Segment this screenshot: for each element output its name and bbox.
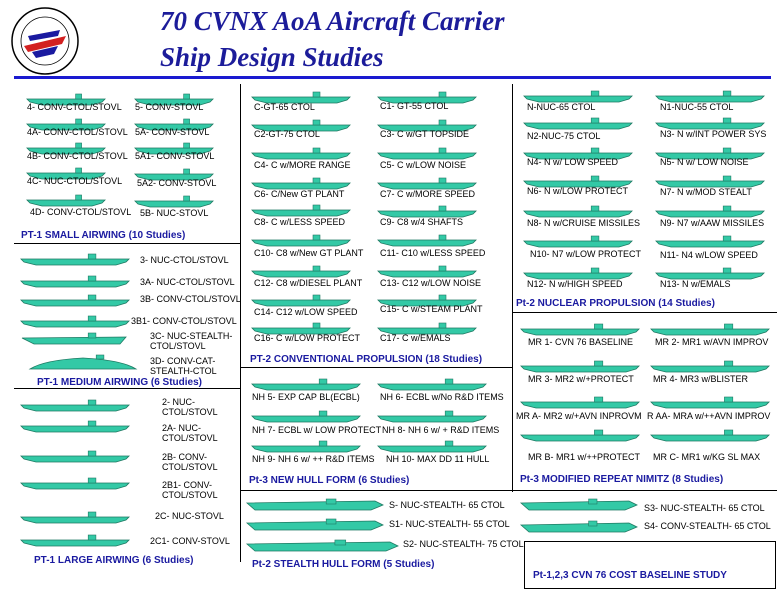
ship-profile-icon bbox=[20, 273, 130, 294]
ship-study-label: N5- N w/ LOW NOISE bbox=[660, 157, 749, 167]
ship-study-label: C4- C w/MORE RANGE bbox=[254, 160, 351, 170]
divider-small-medium bbox=[14, 243, 240, 244]
ship-study-label: N10- N7 w/LOW PROTECT bbox=[530, 249, 642, 259]
page-title-line1: 70 CVNX AoA Aircraft Carrier bbox=[160, 6, 505, 36]
ship-study-label: C11- C10 w/LESS SPEED bbox=[380, 248, 486, 258]
ship-study-label: S1- NUC-STEALTH- 55 CTOL bbox=[389, 519, 510, 529]
ship-study-label: N12- N w/HIGH SPEED bbox=[527, 279, 623, 289]
ship-profile-icon bbox=[20, 330, 130, 351]
ship-study-label: C3- C w/GT TOPSIDE bbox=[380, 129, 470, 139]
section-pt1-small: PT-1 SMALL AIRWING (10 Studies) bbox=[21, 230, 186, 241]
ship-study-label: C15- C w/STEAM PLANT bbox=[380, 304, 483, 314]
section-pt1-large: PT-1 LARGE AIRWING (6 Studies) bbox=[34, 555, 194, 566]
ship-study-label: 3- NUC-CTOL/STOVL bbox=[140, 255, 229, 265]
ship-profile-icon bbox=[245, 516, 385, 537]
ship-study-label: MR A- MR2 w/+AVN INPROVM bbox=[516, 411, 642, 421]
divider-right-column bbox=[512, 84, 513, 492]
ship-study-label: NH 8- NH 6 w/ + R&D ITEMS bbox=[382, 425, 500, 435]
ship-profile-icon bbox=[520, 427, 640, 448]
ship-profile-icon bbox=[245, 537, 400, 558]
ship-study-label: N1-NUC-55 CTOL bbox=[660, 102, 734, 112]
ship-study-label: 5- CONV-STOVL bbox=[135, 102, 204, 112]
section-pt2-stealth: Pt-2 STEALTH HULL FORM (5 Studies) bbox=[252, 559, 435, 570]
section-pt3-mrn: Pt-3 MODIFIED REPEAT NIMITZ (8 Studies) bbox=[520, 474, 724, 485]
divider-newhull-stealth bbox=[240, 490, 777, 491]
ship-study-label: N4- N w/ LOW SPEED bbox=[527, 157, 619, 167]
ship-study-label: S2- NUC-STEALTH- 75 CTOL bbox=[403, 539, 524, 549]
ship-study-label: C2-GT-75 CTOL bbox=[254, 129, 320, 139]
ship-study-label: 3B1- CONV-CTOL/STOVL bbox=[131, 316, 237, 326]
ship-profile-icon bbox=[20, 292, 130, 313]
ship-study-label: C-GT-65 CTOL bbox=[254, 102, 315, 112]
ship-profile-icon bbox=[245, 496, 385, 517]
ship-study-label: S- NUC-STEALTH- 65 CTOL bbox=[389, 500, 505, 510]
divider-conv-newhull bbox=[240, 367, 512, 368]
page-title-line2: Ship Design Studies bbox=[160, 42, 384, 72]
ship-study-label: MR 3- MR2 w/+PROTECT bbox=[528, 374, 634, 384]
title-rule bbox=[14, 76, 771, 79]
ship-study-label: 2B1- CONV- CTOL/STOVL bbox=[162, 480, 218, 500]
ship-study-label: N-NUC-65 CTOL bbox=[527, 102, 596, 112]
ship-study-label: C14- C12 w/LOW SPEED bbox=[254, 307, 358, 317]
ship-study-label: NH 9- NH 6 w/ ++ R&D ITEMS bbox=[252, 454, 375, 464]
ship-study-label: N7- N w/MOD STEALT bbox=[660, 187, 752, 197]
ship-profile-icon bbox=[20, 418, 130, 439]
peo-carriers-logo bbox=[10, 6, 80, 76]
ship-study-label: 5A1- CONV-STOVL bbox=[135, 151, 215, 161]
ship-study-label: NH 6- ECBL w/No R&D ITEMS bbox=[380, 392, 504, 402]
ship-study-label: C13- C12 w/LOW NOISE bbox=[380, 278, 482, 288]
ship-study-label: MR C- MR1 w/KG SL MAX bbox=[653, 452, 761, 462]
ship-study-label: 3B- CONV-CTOL/STOVL bbox=[140, 294, 241, 304]
ship-study-label: C12- C8 w/DIESEL PLANT bbox=[254, 278, 363, 288]
ship-study-label: N6- N w/LOW PROTECT bbox=[527, 186, 629, 196]
section-pt2-nuc: Pt-2 NUCLEAR PROPULSION (14 Studies) bbox=[516, 298, 715, 309]
ship-study-label: 5B- NUC-STOVL bbox=[140, 208, 209, 218]
ship-study-label: NH 5- EXP CAP BL(ECBL) bbox=[252, 392, 360, 402]
ship-profile-icon bbox=[650, 427, 770, 448]
ship-study-label: C16- C w/LOW PROTECT bbox=[254, 333, 361, 343]
divider-medium-large bbox=[14, 388, 240, 389]
ship-study-label: MR B- MR1 w/++PROTECT bbox=[528, 452, 641, 462]
ship-study-label: 2A- NUC- CTOL/STOVL bbox=[162, 423, 218, 443]
ship-profile-icon bbox=[20, 475, 130, 496]
ship-study-label: C9- C8 w/4 SHAFTS bbox=[380, 217, 464, 227]
ship-study-label: C10- C8 w/New GT PLANT bbox=[254, 248, 364, 258]
ship-study-label: N2-NUC-75 CTOL bbox=[527, 131, 601, 141]
baseline-study-box bbox=[524, 541, 776, 589]
ship-profile-icon bbox=[20, 397, 130, 418]
ship-study-label: C1- GT-55 CTOL bbox=[380, 101, 449, 111]
ship-study-label: 5A- CONV-STOVL bbox=[135, 127, 210, 137]
ship-study-label: MR 1- CVN 76 BASELINE bbox=[528, 337, 634, 347]
ship-study-label: 2B- CONV- CTOL/STOVL bbox=[162, 452, 218, 472]
ship-study-label: 3A- NUC-CTOL/STOVL bbox=[140, 277, 235, 287]
ship-study-label: 4C- NUC-CTOL/STOVL bbox=[27, 176, 123, 186]
ship-profile-icon bbox=[28, 350, 138, 377]
ship-study-label: C7- C w/MORE SPEED bbox=[380, 189, 476, 199]
ship-study-label: C8- C w/LESS SPEED bbox=[254, 217, 346, 227]
ship-study-label: S3- NUC-STEALTH- 65 CTOL bbox=[644, 503, 765, 513]
section-pt123-baseline: Pt-1,2,3 CVN 76 COST BASELINE STUDY bbox=[533, 570, 727, 581]
section-pt2-conv: PT-2 CONVENTIONAL PROPULSION (18 Studies) bbox=[250, 354, 483, 365]
ship-study-label: 4A- CONV-CTOL/STOVL bbox=[27, 127, 128, 137]
ship-study-label: S4- CONV-STEALTH- 65 CTOL bbox=[644, 521, 771, 531]
ship-study-label: C5- C w/LOW NOISE bbox=[380, 160, 467, 170]
ship-study-label: 2C- NUC-STOVL bbox=[155, 511, 224, 521]
ship-study-label: 4B- CONV-CTOL/STOVL bbox=[27, 151, 128, 161]
ship-study-label: MR 2- MR1 w/AVN IMPROV bbox=[655, 337, 769, 347]
ship-study-label: 3C- NUC-STEALTH- CTOL/STOVL bbox=[150, 331, 233, 351]
ship-study-label: R AA- MRA w/++AVN IMPROV bbox=[647, 411, 771, 421]
ship-study-label: MR 4- MR3 w/BLISTER bbox=[653, 374, 749, 384]
ship-profile-icon bbox=[519, 518, 639, 539]
ship-study-label: N3- N w/INT POWER SYS bbox=[660, 129, 767, 139]
ship-study-label: C6- C/New GT PLANT bbox=[254, 189, 345, 199]
ship-profile-icon bbox=[519, 496, 639, 517]
ship-study-label: N9- N7 w/AAW MISSILES bbox=[660, 218, 765, 228]
ship-study-label: N8- N w/CRUISE MISSILES bbox=[527, 218, 641, 228]
ship-profile-icon bbox=[20, 251, 130, 272]
section-pt3-newhull: Pt-3 NEW HULL FORM (6 Studies) bbox=[249, 475, 410, 486]
ship-profile-icon bbox=[20, 532, 130, 553]
ship-profile-icon bbox=[20, 509, 130, 530]
ship-study-label: 2- NUC- CTOL/STOVL bbox=[162, 397, 218, 417]
section-pt1-medium: PT-1 MEDIUM AIRWING (6 Studies) bbox=[37, 377, 203, 388]
divider-nuc-mrn bbox=[512, 312, 777, 313]
ship-study-label: 3D- CONV-CAT- STEALTH-CTOL bbox=[150, 356, 217, 376]
ship-profile-icon bbox=[20, 448, 130, 469]
ship-study-label: 4D- CONV-CTOL/STOVL bbox=[30, 207, 132, 217]
ship-study-label: 2C1- CONV-STOVL bbox=[150, 536, 230, 546]
ship-study-label: C17- C w/EMALS bbox=[380, 333, 451, 343]
ship-study-label: N11- N4 w/LOW SPEED bbox=[660, 250, 758, 260]
ship-study-label: N13- N w/EMALS bbox=[660, 279, 731, 289]
ship-study-label: 5A2- CONV-STOVL bbox=[137, 178, 217, 188]
ship-study-label: NH 7- ECBL w/ LOW PROTECT bbox=[252, 425, 382, 435]
ship-study-label: 4- CONV-CTOL/STOVL bbox=[27, 102, 122, 112]
ship-study-label: NH 10- MAX DD 11 HULL bbox=[386, 454, 490, 464]
